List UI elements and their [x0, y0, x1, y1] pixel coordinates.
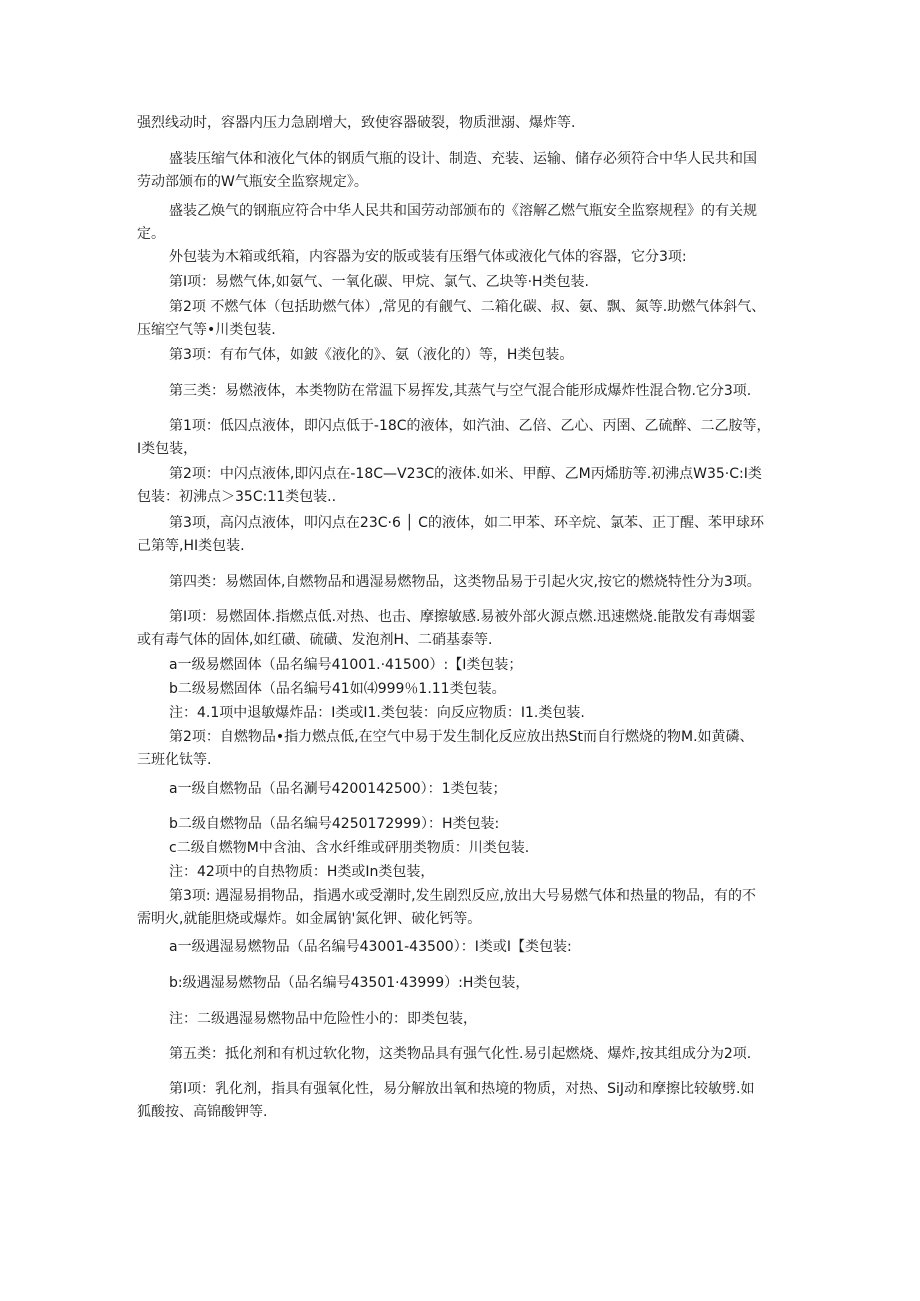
paragraph-line: c二级自燃物M中含油、含水纤维或砰朋类物质：川类包装.: [169, 840, 530, 856]
paragraph-line: 第三类：易燃液体，本类物防在常温下易挥发,其蒸气与空气混合能形成爆炸性混合物.它分3项.: [169, 383, 752, 399]
paragraph-line: a一级易燃固体（品名编号41001.·41500）:【I类包装；: [169, 657, 523, 673]
paragraph-line: 第2项：自燃物品•指力燃点低,在空气中易于发生制化反应放出热St而自行燃烧的物M.如黄磷、: [169, 729, 754, 745]
paragraph-11: [137, 512, 787, 558]
paragraph-line: 劳动部颁布的W气瓶安全监察规定》。: [137, 174, 368, 190]
paragraph-7: [137, 344, 787, 367]
paragraph-19: [137, 813, 787, 836]
paragraph-line: 第I项：乳化剂，指具有强氧化性，易分解放出氧和热境的物质，对热、SiJ动和摩擦比较敏劈.如: [169, 1081, 755, 1097]
paragraph-1: [137, 112, 787, 135]
paragraph-line: 三班化钛等.: [137, 752, 212, 768]
paragraph-line: 定。: [137, 226, 165, 242]
paragraph-20: [137, 837, 787, 860]
paragraph-23: [137, 936, 787, 959]
paragraph-10: [137, 463, 787, 509]
paragraph-line: I类包装，: [137, 441, 198, 457]
paragraph-8: [137, 380, 787, 403]
paragraph-3: [137, 200, 787, 246]
paragraph-6: [137, 296, 787, 342]
paragraph-line: 第3项，高闪点液体，叩闪点在23C·6 │ C的液体，如二甲苯、环辛烷、氯苯、正丁醒、苯甲球环: [169, 515, 764, 531]
paragraph-line: 盛装乙焕气的钢瓶应符合中华人民共和国劳动部颁布的《溶解乙燃气瓶安全监察规程》的有关规: [169, 203, 757, 219]
paragraph-line: 第I项：易燃固体.指燃点低.对热、也击、摩擦敏感.易被外部火源点燃.迅速燃烧.能散发有毒烟霎: [169, 609, 756, 625]
paragraph-15: [137, 678, 787, 701]
paragraph-22: [137, 885, 787, 931]
paragraph-13: [137, 606, 787, 652]
paragraph-line: 注：4.1项中退敏爆炸品：I类或I1.类包装：向反应物质：I1.类包装.: [169, 705, 585, 721]
paragraph-line: 第3项：有布气体，如鈹《液化的》、氨（液化的）等，H类包装。: [169, 347, 574, 363]
paragraph-line: 第3项: 遇湿易捐物品，指遇水或受潮时,发生剧烈反应,放出大号易燃气体和热量的物品，有的不: [169, 888, 756, 904]
paragraph-line: 需明火,就能胆烧或爆炸。如金属钠'氮化钾、破化钙等。: [137, 911, 482, 927]
paragraph-18: [137, 778, 787, 801]
paragraph-line: 第2项：中闪点液体,即闪点在-18C—V23C的液体.如米、甲醇、乙M丙烯肪等.初沸点W35·C:I类: [169, 466, 762, 482]
paragraph-line: 第五类：抵化剂和有机过软化物，这类物品具有强气化性.易引起燃烧、爆炸,按其组成分为2项.: [169, 1046, 752, 1062]
paragraph-line: 第2项 不燃气体（包括助燃气体）,常见的有觎气、二箱化碳、叔、氨、飘、氮等.助燃气体斜气、: [169, 299, 766, 315]
paragraph-27: [137, 1078, 787, 1124]
paragraph-line: 或有毒气体的固体,如红磺、硫磺、发泡剂H、二硝基泰等.: [137, 632, 493, 648]
paragraph-line: 压缩空气等•川类包装.: [137, 322, 276, 338]
paragraph-17: [137, 726, 787, 772]
paragraph-26: [137, 1043, 787, 1066]
paragraph-24: [137, 972, 787, 995]
paragraph-line: 外包装为木箱或纸箱，内容器为安的版或装有压缗气体或液化气体的容器，它分3项:: [169, 249, 687, 265]
paragraph-line: 盛装压缩气体和液化气体的钢质气瓶的设计、制造、充装、运输、储存必须符合中华人民共和国: [169, 151, 757, 167]
paragraph-line: a一级自燃物品（品名涮号4200142500）：1类包装；: [169, 781, 507, 797]
paragraph-21: [137, 861, 787, 884]
paragraph-line: b二级自燃物品（品名编号4250172999）：H类包装:: [169, 816, 500, 832]
paragraph-4: [137, 246, 787, 269]
paragraph-line: 第I项：易燃气体,如氨气、一氧化碳、甲烷、氯气、乙块等·H类包装.: [169, 274, 590, 290]
paragraph-9: [137, 415, 787, 461]
paragraph-2: [137, 148, 787, 194]
paragraph-line: a一级遇湿易燃物品（品名编号43001-43500）：I类或I【类包装:: [169, 939, 572, 955]
paragraph-14: [137, 654, 787, 677]
paragraph-12: [137, 571, 787, 594]
paragraph-line: 注：42项中的自热物质：H类或In类包装，: [169, 864, 435, 880]
paragraph-line: b二级易燃固体（品名编号41如⑷999％1.11类包装。: [169, 681, 506, 697]
paragraph-line: 强烈线动时，容器内压力急剧增大，致使容器破裂，物质泄溺、爆炸等.: [137, 115, 576, 131]
paragraph-line: b:级遇湿易燃物品（品名编号43501·43999）:H类包装，: [169, 975, 530, 991]
paragraph-line: 己第等,HI类包装.: [137, 538, 245, 554]
paragraph-line: 第四类：易燃固体,自燃物品和遇湿易燃物品，这类物品易于引起火灾,按它的燃烧特性分为3项。: [169, 574, 761, 590]
paragraph-line: 注：二级遇湿易燃物品中危险性小的：即类包装，: [169, 1011, 477, 1027]
paragraph-line: 包装：初沸点＞35C:11类包装..: [137, 489, 337, 505]
paragraph-line: 狐酸按、高锦酸钾等.: [137, 1104, 268, 1120]
paragraph-5: [137, 271, 787, 294]
paragraph-16: [137, 702, 787, 725]
paragraph-line: 第1项：低囚点液体，即闪点低于-18C的液体，如汽油、乙倍、乙心、丙圉、乙硫醉、二乙胺等，: [169, 418, 771, 434]
paragraph-25: [137, 1008, 787, 1031]
